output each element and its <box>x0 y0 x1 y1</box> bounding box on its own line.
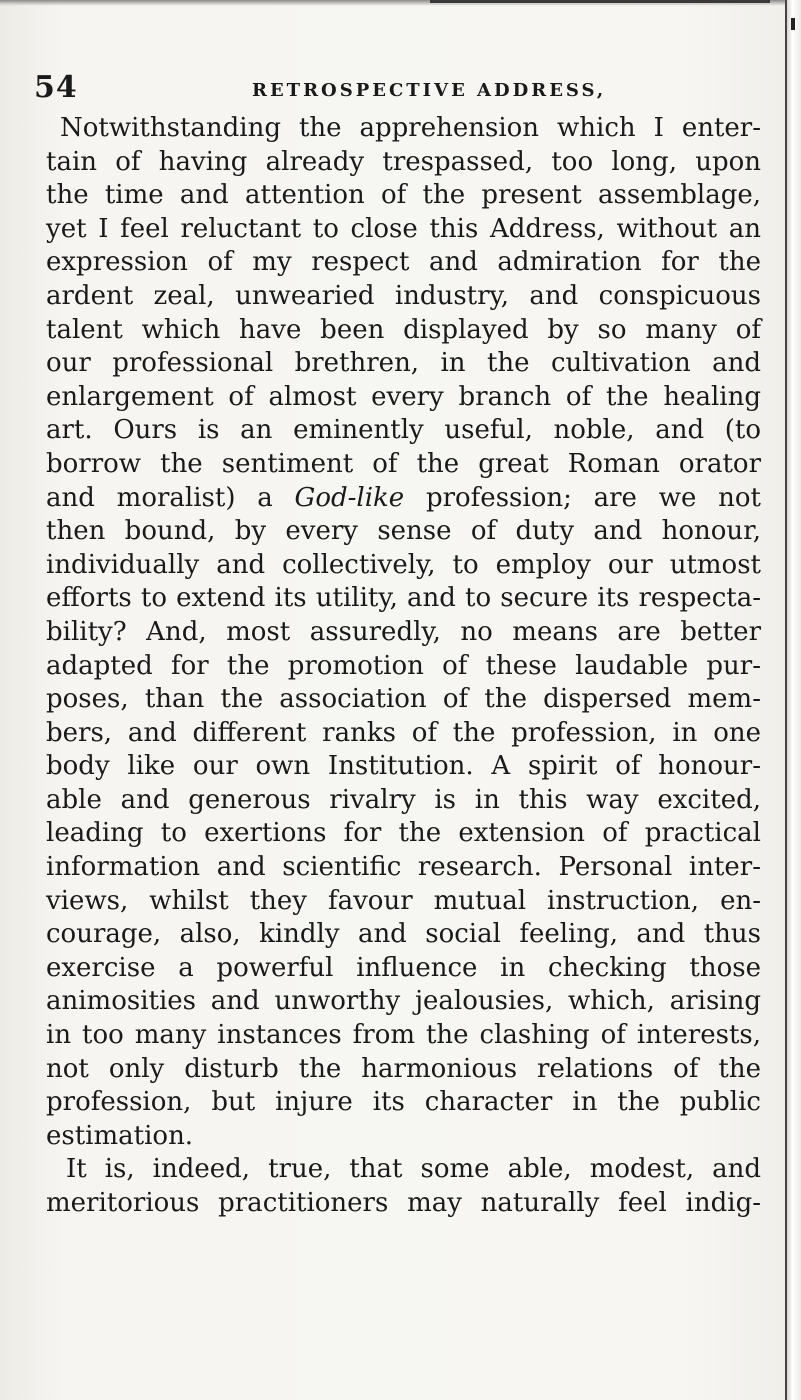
text-line: views, whilst they favour mutual instruction, en- <box>46 885 761 916</box>
text-line: yet I feel reluctant to close this Address, without an <box>46 213 761 244</box>
text-line-with-italic <box>46 482 761 516</box>
text-line: able and generous rivalry is in this way excited, <box>46 784 761 815</box>
text-line: individually and collectively, to employ our utmost <box>46 549 761 580</box>
body-text <box>46 112 761 1221</box>
text-line: bers, and different ranks of the profession, in one <box>46 717 761 748</box>
text-line: ardent zeal, unwearied industry, and conspicuous <box>46 280 761 311</box>
text-line: not only disturb the harmonious relations of the <box>46 1053 761 1084</box>
text-line: adapted for the promotion of these laudable pur- <box>46 650 761 681</box>
text-segment: profession; are we not <box>404 482 761 513</box>
text-line: animosities and unworthy jealousies, which, arising <box>46 986 761 1017</box>
text-line: the time and attention of the present assemblage, <box>46 180 761 211</box>
text-line: enlargement of almost every branch of the healing <box>46 381 761 412</box>
text-line: It is, indeed, true, that some able, modest, and <box>66 1154 761 1185</box>
text-line: estimation. <box>46 1120 194 1151</box>
text-line: in too many instances from the clashing of interests, <box>46 1020 761 1051</box>
page-header <box>34 70 754 110</box>
text-line: information and scientific research. Personal inter- <box>46 852 761 883</box>
text-line: courage, also, kindly and social feeling, and thus <box>46 919 761 950</box>
text-line: poses, than the association of the dispersed mem- <box>46 684 761 715</box>
page-edge-mark <box>791 18 795 30</box>
page-top-rule <box>430 0 770 3</box>
text-line: borrow the sentiment of the great Roman orator <box>46 448 761 479</box>
text-line: exercise a powerful influence in checking those <box>46 952 761 983</box>
text-segment: and moralist) a <box>46 482 295 513</box>
page-right-edge <box>785 0 801 1400</box>
text-line: body like our own Institution. A spirit of honour- <box>46 751 761 782</box>
text-line: art. Ours is an eminently useful, noble, and (to <box>46 415 761 446</box>
text-line: profession, but injure its character in the public <box>46 1087 761 1118</box>
text-line: expression of my respect and admiration for the <box>46 247 761 278</box>
italic-phrase: God-like <box>294 482 405 513</box>
text-line: our professional brethren, in the cultivation and <box>46 348 761 379</box>
text-line: bility? And, most assuredly, no means are better <box>46 616 761 647</box>
text-line: meritorious practitioners may naturally feel indig- <box>46 1188 761 1218</box>
text-line: then bound, by every sense of duty and honour, <box>46 516 761 547</box>
running-head: RETROSPECTIVE ADDRESS, <box>252 80 607 101</box>
text-line: Notwithstanding the apprehension which I enter- <box>60 113 761 143</box>
text-line: efforts to extend its utility, and to secure its respecta- <box>46 583 761 614</box>
text-line: talent which have been displayed by so many of <box>46 314 761 345</box>
page-number: 54 <box>34 70 78 105</box>
text-line: tain of having already trespassed, too long, upon <box>46 146 761 177</box>
text-line: leading to exertions for the extension of practical <box>46 818 761 849</box>
